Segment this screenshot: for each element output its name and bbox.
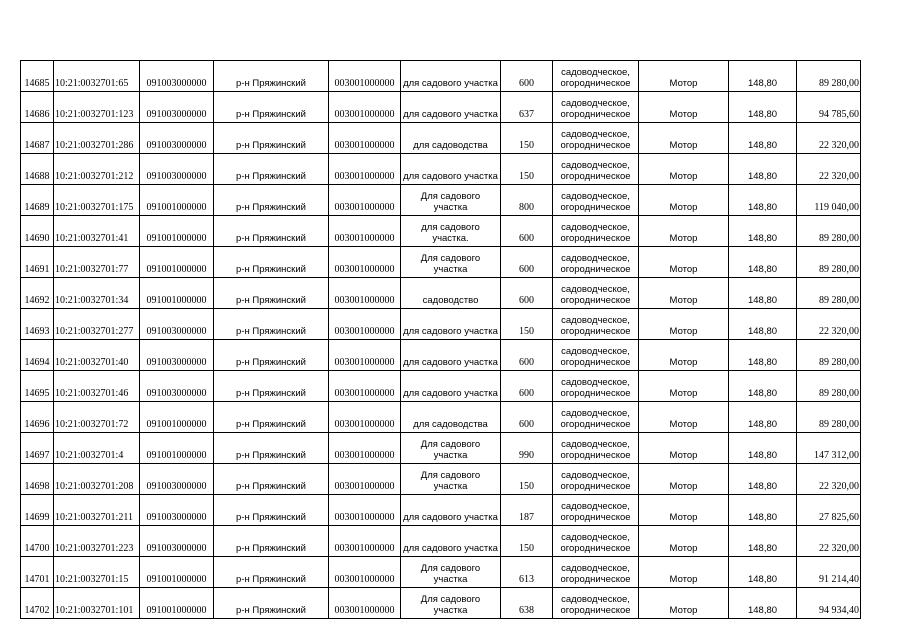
land-category-line: огородническое bbox=[560, 326, 631, 337]
land-category-line: садоводческое, bbox=[561, 98, 630, 109]
zone-code: 003001000000 bbox=[329, 464, 401, 495]
permitted-use bbox=[401, 154, 501, 185]
permitted-use bbox=[401, 557, 501, 588]
land-category bbox=[553, 433, 639, 464]
row-number: 14698 bbox=[21, 464, 54, 495]
row-number: 14702 bbox=[21, 588, 54, 619]
okato-code: 091001000000 bbox=[140, 185, 214, 216]
permitted-use bbox=[401, 402, 501, 433]
land-category-line: огородническое bbox=[560, 233, 631, 244]
cadastral-value: 22 320,00 bbox=[797, 309, 861, 340]
rate: 148,80 bbox=[729, 526, 797, 557]
land-category-line: садоводческое, bbox=[561, 377, 630, 388]
permitted-use bbox=[401, 340, 501, 371]
okato-code: 091003000000 bbox=[140, 154, 214, 185]
okato-code: 091003000000 bbox=[140, 371, 214, 402]
land-category bbox=[553, 247, 639, 278]
owner: Мотор bbox=[639, 61, 729, 92]
row-number: 14699 bbox=[21, 495, 54, 526]
district: р-н Пряжинский bbox=[214, 495, 329, 526]
okato-code: 091001000000 bbox=[140, 433, 214, 464]
cadastral-number: 10:21:0032701:286 bbox=[54, 123, 140, 154]
cadastral-number: 10:21:0032701:77 bbox=[54, 247, 140, 278]
cadastral-value: 89 280,00 bbox=[797, 371, 861, 402]
permitted-use-line: для садового участка bbox=[403, 357, 498, 368]
permitted-use-line: Для садового bbox=[420, 439, 481, 450]
area: 990 bbox=[501, 433, 553, 464]
land-category-line: садоводческое, bbox=[561, 315, 630, 326]
permitted-use-line: для садоводства bbox=[413, 419, 488, 430]
row-number: 14686 bbox=[21, 92, 54, 123]
cadastral-number: 10:21:0032701:211 bbox=[54, 495, 140, 526]
zone-code: 003001000000 bbox=[329, 123, 401, 154]
row-number: 14689 bbox=[21, 185, 54, 216]
cadastral-value: 89 280,00 bbox=[797, 61, 861, 92]
table-row bbox=[21, 247, 861, 278]
table-row bbox=[21, 495, 861, 526]
district: р-н Пряжинский bbox=[214, 185, 329, 216]
rate: 148,80 bbox=[729, 123, 797, 154]
land-category bbox=[553, 92, 639, 123]
okato-code: 091003000000 bbox=[140, 309, 214, 340]
permitted-use bbox=[401, 433, 501, 464]
permitted-use-line: для садового bbox=[421, 222, 480, 233]
cadastral-number: 10:21:0032701:208 bbox=[54, 464, 140, 495]
row-number: 14690 bbox=[21, 216, 54, 247]
land-category-line: садоводческое, bbox=[561, 222, 630, 233]
cadastral-value: 22 320,00 bbox=[797, 526, 861, 557]
cadastral-number: 10:21:0032701:34 bbox=[54, 278, 140, 309]
land-category-line: садоводческое, bbox=[561, 284, 630, 295]
zone-code: 003001000000 bbox=[329, 185, 401, 216]
zone-code: 003001000000 bbox=[329, 433, 401, 464]
rate: 148,80 bbox=[729, 557, 797, 588]
cadastral-number: 10:21:0032701:101 bbox=[54, 588, 140, 619]
okato-code: 091001000000 bbox=[140, 247, 214, 278]
row-number: 14694 bbox=[21, 340, 54, 371]
cadastral-number: 10:21:0032701:123 bbox=[54, 92, 140, 123]
table-row bbox=[21, 588, 861, 619]
rate: 148,80 bbox=[729, 309, 797, 340]
land-category bbox=[553, 464, 639, 495]
zone-code: 003001000000 bbox=[329, 402, 401, 433]
row-number: 14697 bbox=[21, 433, 54, 464]
permitted-use-line: садоводство bbox=[422, 295, 479, 306]
table-row bbox=[21, 278, 861, 309]
permitted-use-line: участка bbox=[433, 481, 468, 492]
table-row bbox=[21, 340, 861, 371]
row-number: 14701 bbox=[21, 557, 54, 588]
land-category bbox=[553, 557, 639, 588]
district: р-н Пряжинский bbox=[214, 371, 329, 402]
zone-code: 003001000000 bbox=[329, 526, 401, 557]
cadastral-value: 94 934,40 bbox=[797, 588, 861, 619]
owner: Мотор bbox=[639, 154, 729, 185]
permitted-use-line: для садового участка bbox=[403, 543, 498, 554]
district: р-н Пряжинский bbox=[214, 402, 329, 433]
cadastral-number: 10:21:0032701:46 bbox=[54, 371, 140, 402]
land-category bbox=[553, 278, 639, 309]
land-category bbox=[553, 495, 639, 526]
land-category-line: садоводческое, bbox=[561, 501, 630, 512]
area: 638 bbox=[501, 588, 553, 619]
area: 600 bbox=[501, 278, 553, 309]
owner: Мотор bbox=[639, 309, 729, 340]
land-category bbox=[553, 154, 639, 185]
cadastral-number: 10:21:0032701:212 bbox=[54, 154, 140, 185]
zone-code: 003001000000 bbox=[329, 340, 401, 371]
land-category-line: огородническое bbox=[560, 78, 631, 89]
permitted-use bbox=[401, 92, 501, 123]
zone-code: 003001000000 bbox=[329, 92, 401, 123]
rate: 148,80 bbox=[729, 464, 797, 495]
permitted-use bbox=[401, 123, 501, 154]
permitted-use bbox=[401, 278, 501, 309]
owner: Мотор bbox=[639, 216, 729, 247]
cadastral-value: 89 280,00 bbox=[797, 278, 861, 309]
zone-code: 003001000000 bbox=[329, 61, 401, 92]
land-category-line: огородническое bbox=[560, 140, 631, 151]
area: 600 bbox=[501, 402, 553, 433]
permitted-use-line: участка bbox=[433, 202, 468, 213]
zone-code: 003001000000 bbox=[329, 278, 401, 309]
owner: Мотор bbox=[639, 557, 729, 588]
okato-code: 091001000000 bbox=[140, 402, 214, 433]
table-row bbox=[21, 123, 861, 154]
zone-code: 003001000000 bbox=[329, 154, 401, 185]
rate: 148,80 bbox=[729, 371, 797, 402]
permitted-use-line: для садоводства bbox=[413, 140, 488, 151]
cadastral-value: 91 214,40 bbox=[797, 557, 861, 588]
owner: Мотор bbox=[639, 526, 729, 557]
row-number: 14695 bbox=[21, 371, 54, 402]
owner: Мотор bbox=[639, 433, 729, 464]
rate: 148,80 bbox=[729, 278, 797, 309]
cadastral-value: 22 320,00 bbox=[797, 464, 861, 495]
area: 187 bbox=[501, 495, 553, 526]
owner: Мотор bbox=[639, 278, 729, 309]
district: р-н Пряжинский bbox=[214, 340, 329, 371]
okato-code: 091001000000 bbox=[140, 588, 214, 619]
cadastral-number: 10:21:0032701:277 bbox=[54, 309, 140, 340]
table-row bbox=[21, 526, 861, 557]
okato-code: 091003000000 bbox=[140, 123, 214, 154]
permitted-use bbox=[401, 371, 501, 402]
land-category-line: огородническое bbox=[560, 574, 631, 585]
land-category bbox=[553, 216, 639, 247]
table-row bbox=[21, 433, 861, 464]
row-number: 14700 bbox=[21, 526, 54, 557]
permitted-use-line: участка bbox=[433, 450, 468, 461]
permitted-use bbox=[401, 247, 501, 278]
rate: 148,80 bbox=[729, 247, 797, 278]
okato-code: 091003000000 bbox=[140, 495, 214, 526]
permitted-use-line: участка. bbox=[432, 233, 469, 244]
permitted-use-line: участка bbox=[433, 605, 468, 616]
cadastral-value: 22 320,00 bbox=[797, 123, 861, 154]
area: 600 bbox=[501, 61, 553, 92]
table-row bbox=[21, 92, 861, 123]
row-number: 14685 bbox=[21, 61, 54, 92]
land-category bbox=[553, 526, 639, 557]
land-category bbox=[553, 588, 639, 619]
area: 150 bbox=[501, 526, 553, 557]
district: р-н Пряжинский bbox=[214, 247, 329, 278]
owner: Мотор bbox=[639, 185, 729, 216]
rate: 148,80 bbox=[729, 433, 797, 464]
cadastral-number: 10:21:0032701:175 bbox=[54, 185, 140, 216]
land-category-line: садоводческое, bbox=[561, 563, 630, 574]
district: р-н Пряжинский bbox=[214, 433, 329, 464]
permitted-use-line: участка bbox=[433, 264, 468, 275]
land-category-line: огородническое bbox=[560, 202, 631, 213]
table-row bbox=[21, 185, 861, 216]
table-row bbox=[21, 464, 861, 495]
cadastral-number: 10:21:0032701:223 bbox=[54, 526, 140, 557]
table-row bbox=[21, 402, 861, 433]
cadastral-value: 119 040,00 bbox=[797, 185, 861, 216]
land-category bbox=[553, 371, 639, 402]
row-number: 14696 bbox=[21, 402, 54, 433]
district: р-н Пряжинский bbox=[214, 309, 329, 340]
area: 637 bbox=[501, 92, 553, 123]
owner: Мотор bbox=[639, 588, 729, 619]
zone-code: 003001000000 bbox=[329, 495, 401, 526]
table-row bbox=[21, 371, 861, 402]
zone-code: 003001000000 bbox=[329, 557, 401, 588]
district: р-н Пряжинский bbox=[214, 216, 329, 247]
district: р-н Пряжинский bbox=[214, 464, 329, 495]
permitted-use bbox=[401, 588, 501, 619]
cadastral-number: 10:21:0032701:65 bbox=[54, 61, 140, 92]
okato-code: 091003000000 bbox=[140, 92, 214, 123]
cadastral-value: 27 825,60 bbox=[797, 495, 861, 526]
district: р-н Пряжинский bbox=[214, 61, 329, 92]
district: р-н Пряжинский bbox=[214, 278, 329, 309]
land-category-line: садоводческое, bbox=[561, 67, 630, 78]
permitted-use bbox=[401, 464, 501, 495]
cadastral-value: 94 785,60 bbox=[797, 92, 861, 123]
okato-code: 091001000000 bbox=[140, 557, 214, 588]
permitted-use bbox=[401, 495, 501, 526]
land-category bbox=[553, 123, 639, 154]
cadastral-value: 89 280,00 bbox=[797, 402, 861, 433]
rate: 148,80 bbox=[729, 402, 797, 433]
okato-code: 091003000000 bbox=[140, 340, 214, 371]
land-category-line: садоводческое, bbox=[561, 408, 630, 419]
land-category-line: садоводческое, bbox=[561, 191, 630, 202]
land-category-line: огородническое bbox=[560, 543, 631, 554]
land-category-line: огородническое bbox=[560, 512, 631, 523]
district: р-н Пряжинский bbox=[214, 557, 329, 588]
cadastral-value: 22 320,00 bbox=[797, 154, 861, 185]
land-category-line: садоводческое, bbox=[561, 532, 630, 543]
land-category-line: огородническое bbox=[560, 109, 631, 120]
rate: 148,80 bbox=[729, 340, 797, 371]
area: 600 bbox=[501, 340, 553, 371]
cadastral-number: 10:21:0032701:15 bbox=[54, 557, 140, 588]
permitted-use bbox=[401, 185, 501, 216]
cadastral-number: 10:21:0032701:40 bbox=[54, 340, 140, 371]
row-number: 14687 bbox=[21, 123, 54, 154]
owner: Мотор bbox=[639, 92, 729, 123]
table-row bbox=[21, 309, 861, 340]
permitted-use-line: Для садового bbox=[420, 594, 481, 605]
area: 600 bbox=[501, 216, 553, 247]
cadastral-value: 89 280,00 bbox=[797, 340, 861, 371]
land-category-line: садоводческое, bbox=[561, 253, 630, 264]
land-category-line: садоводческое, bbox=[561, 346, 630, 357]
land-category-line: садоводческое, bbox=[561, 470, 630, 481]
row-number: 14688 bbox=[21, 154, 54, 185]
table-row bbox=[21, 61, 861, 92]
land-category bbox=[553, 61, 639, 92]
area: 150 bbox=[501, 123, 553, 154]
okato-code: 091001000000 bbox=[140, 216, 214, 247]
table-row bbox=[21, 557, 861, 588]
permitted-use bbox=[401, 309, 501, 340]
owner: Мотор bbox=[639, 247, 729, 278]
area: 150 bbox=[501, 309, 553, 340]
owner: Мотор bbox=[639, 123, 729, 154]
owner: Мотор bbox=[639, 371, 729, 402]
owner: Мотор bbox=[639, 495, 729, 526]
rate: 148,80 bbox=[729, 495, 797, 526]
table-row bbox=[21, 216, 861, 247]
land-category-line: садоводческое, bbox=[561, 439, 630, 450]
land-category-line: огородническое bbox=[560, 171, 631, 182]
rate: 148,80 bbox=[729, 185, 797, 216]
land-category-line: огородническое bbox=[560, 388, 631, 399]
land-category-line: огородническое bbox=[560, 605, 631, 616]
area: 800 bbox=[501, 185, 553, 216]
area: 600 bbox=[501, 371, 553, 402]
permitted-use-line: для садового участка bbox=[403, 109, 498, 120]
rate: 148,80 bbox=[729, 588, 797, 619]
cadastral-number: 10:21:0032701:72 bbox=[54, 402, 140, 433]
row-number: 14693 bbox=[21, 309, 54, 340]
zone-code: 003001000000 bbox=[329, 371, 401, 402]
land-registry-table bbox=[20, 60, 861, 619]
area: 600 bbox=[501, 247, 553, 278]
okato-code: 091003000000 bbox=[140, 464, 214, 495]
permitted-use-line: для садового участка bbox=[403, 326, 498, 337]
land-category bbox=[553, 185, 639, 216]
cadastral-value: 147 312,00 bbox=[797, 433, 861, 464]
permitted-use-line: для садового участка bbox=[403, 512, 498, 523]
row-number: 14692 bbox=[21, 278, 54, 309]
okato-code: 091003000000 bbox=[140, 526, 214, 557]
land-category-line: садоводческое, bbox=[561, 129, 630, 140]
permitted-use-line: для садового участка bbox=[403, 78, 498, 89]
cadastral-number: 10:21:0032701:4 bbox=[54, 433, 140, 464]
land-category-line: огородническое bbox=[560, 264, 631, 275]
district: р-н Пряжинский bbox=[214, 92, 329, 123]
permitted-use bbox=[401, 61, 501, 92]
table-body bbox=[21, 61, 861, 619]
area: 613 bbox=[501, 557, 553, 588]
permitted-use-line: участка bbox=[433, 574, 468, 585]
cadastral-value: 89 280,00 bbox=[797, 247, 861, 278]
land-category bbox=[553, 402, 639, 433]
owner: Мотор bbox=[639, 402, 729, 433]
cadastral-number: 10:21:0032701:41 bbox=[54, 216, 140, 247]
land-category-line: огородническое bbox=[560, 357, 631, 368]
area: 150 bbox=[501, 464, 553, 495]
land-category bbox=[553, 309, 639, 340]
rate: 148,80 bbox=[729, 216, 797, 247]
land-category-line: огородническое bbox=[560, 450, 631, 461]
permitted-use-line: Для садового bbox=[420, 563, 481, 574]
district: р-н Пряжинский bbox=[214, 588, 329, 619]
land-category-line: садоводческое, bbox=[561, 160, 630, 171]
owner: Мотор bbox=[639, 340, 729, 371]
owner: Мотор bbox=[639, 464, 729, 495]
zone-code: 003001000000 bbox=[329, 588, 401, 619]
permitted-use-line: Для садового bbox=[420, 470, 481, 481]
land-category-line: огородническое bbox=[560, 419, 631, 430]
row-number: 14691 bbox=[21, 247, 54, 278]
cadastral-value: 89 280,00 bbox=[797, 216, 861, 247]
district: р-н Пряжинский bbox=[214, 526, 329, 557]
zone-code: 003001000000 bbox=[329, 247, 401, 278]
land-category-line: огородническое bbox=[560, 295, 631, 306]
okato-code: 091003000000 bbox=[140, 61, 214, 92]
permitted-use-line: для садового участка bbox=[403, 388, 498, 399]
land-category-line: садоводческое, bbox=[561, 594, 630, 605]
rate: 148,80 bbox=[729, 92, 797, 123]
zone-code: 003001000000 bbox=[329, 216, 401, 247]
rate: 148,80 bbox=[729, 154, 797, 185]
permitted-use-line: для садового участка bbox=[403, 171, 498, 182]
permitted-use bbox=[401, 526, 501, 557]
district: р-н Пряжинский bbox=[214, 123, 329, 154]
rate: 148,80 bbox=[729, 61, 797, 92]
zone-code: 003001000000 bbox=[329, 309, 401, 340]
land-category bbox=[553, 340, 639, 371]
area: 150 bbox=[501, 154, 553, 185]
permitted-use bbox=[401, 216, 501, 247]
land-category-line: огородническое bbox=[560, 481, 631, 492]
okato-code: 091001000000 bbox=[140, 278, 214, 309]
permitted-use-line: Для садового bbox=[420, 191, 481, 202]
permitted-use-line: Для садового bbox=[420, 253, 481, 264]
table-row bbox=[21, 154, 861, 185]
district: р-н Пряжинский bbox=[214, 154, 329, 185]
